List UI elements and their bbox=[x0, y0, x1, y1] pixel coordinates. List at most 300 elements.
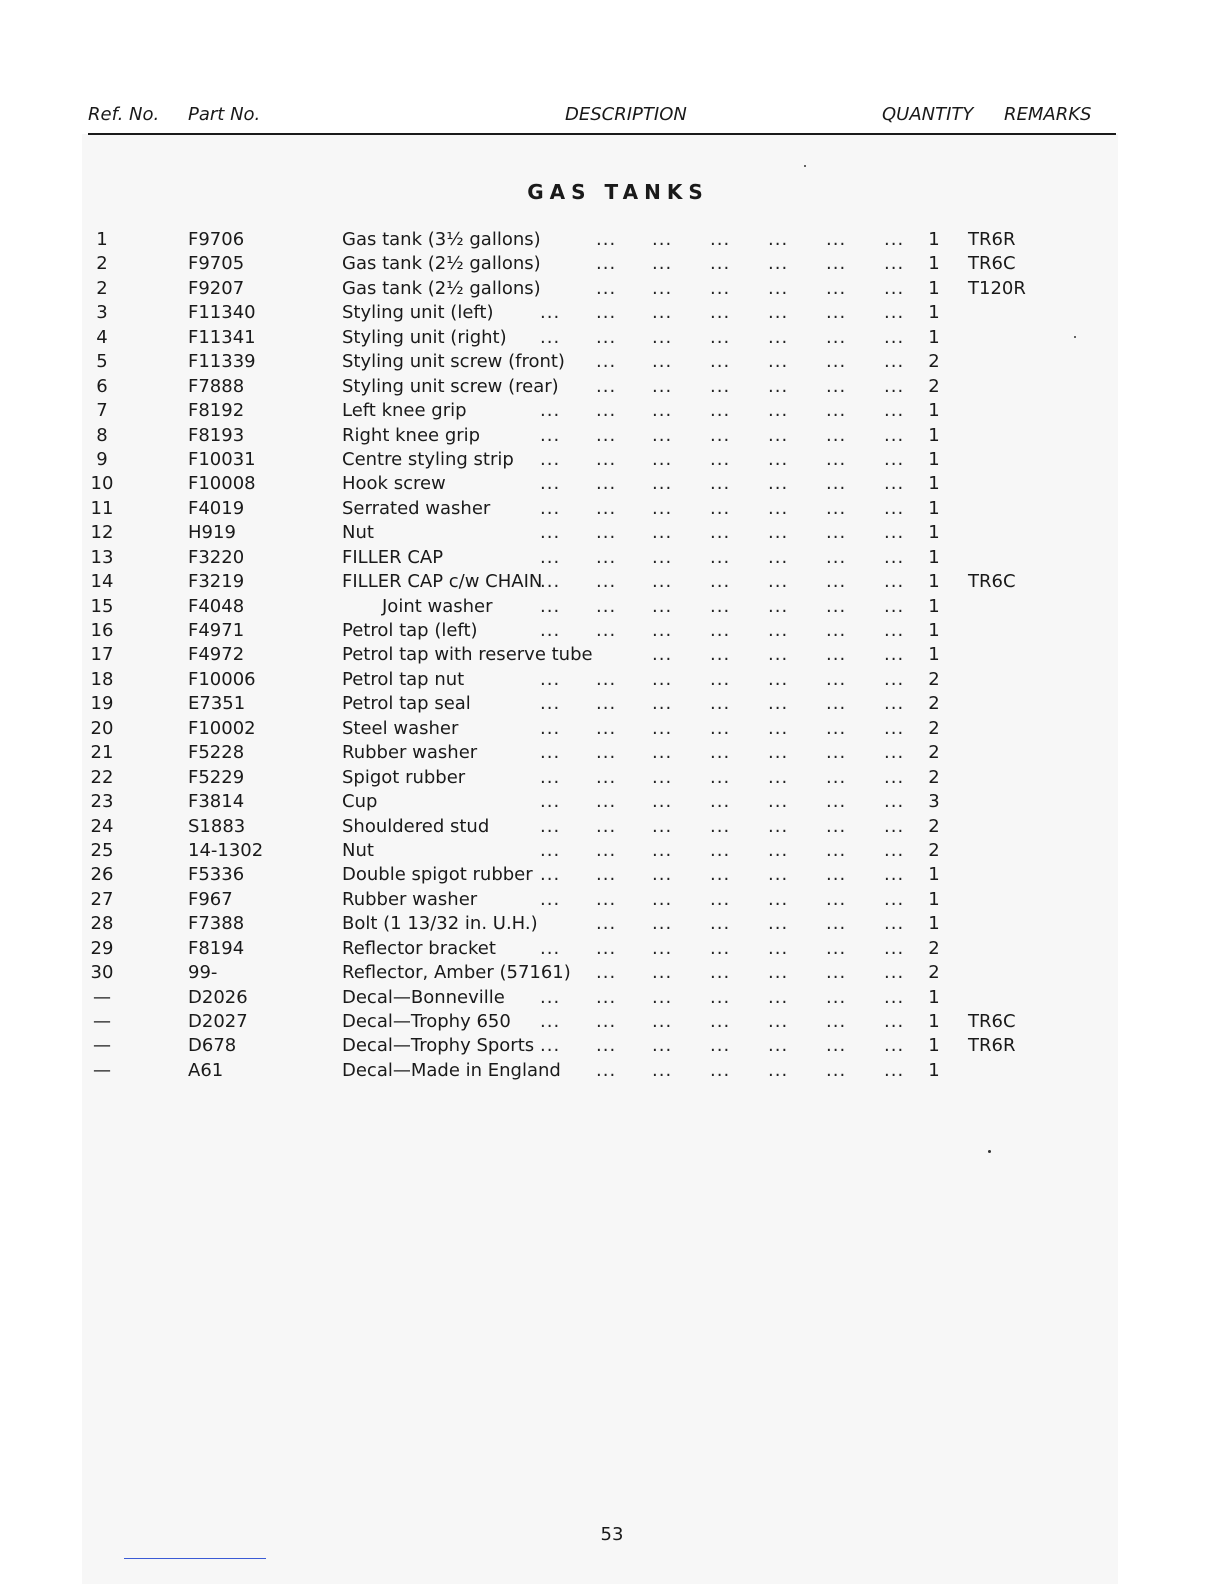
leader-dots: ... bbox=[652, 473, 673, 495]
part-number: F8192 bbox=[188, 400, 245, 422]
quantity: 1 bbox=[928, 448, 940, 470]
leader-dots: ... bbox=[768, 473, 789, 495]
leader-dots: ... bbox=[884, 571, 905, 593]
leader-dots: ... bbox=[540, 326, 561, 348]
leader-dots: ... bbox=[826, 620, 847, 641]
leader-dots: ... bbox=[884, 742, 905, 764]
leader-dots: ... bbox=[768, 375, 789, 397]
description: Right knee grip bbox=[342, 424, 481, 446]
leader-dots: ... bbox=[884, 424, 905, 446]
leader-dots: ... bbox=[596, 571, 617, 593]
leader-dots: ... bbox=[540, 448, 561, 470]
leader-dots: ... bbox=[710, 448, 731, 470]
leader-dots: ... bbox=[768, 620, 789, 641]
leader-dots: ... bbox=[540, 766, 561, 788]
leader-dots: ... bbox=[540, 497, 561, 519]
table-row bbox=[0, 350, 1224, 374]
ref-number: 30 bbox=[90, 962, 114, 984]
description: Gas tank (2½ gallons) bbox=[342, 277, 541, 299]
ref-number: 14 bbox=[90, 571, 114, 593]
leader-dots: ... bbox=[652, 742, 673, 764]
leader-dots: ... bbox=[652, 302, 673, 324]
quantity: 2 bbox=[928, 839, 940, 861]
leader-dots: ... bbox=[540, 400, 561, 422]
table-row bbox=[0, 521, 1224, 545]
header-description: DESCRIPTION bbox=[565, 104, 687, 125]
part-number: F5228 bbox=[188, 742, 245, 764]
leader-dots: ... bbox=[652, 1059, 673, 1081]
part-number: F7388 bbox=[188, 913, 245, 935]
leader-dots: ... bbox=[652, 620, 673, 641]
description: Decal—Trophy 650 bbox=[342, 1011, 511, 1032]
part-number: H919 bbox=[188, 522, 236, 544]
leader-dots: ... bbox=[768, 742, 789, 764]
part-number: F3220 bbox=[188, 546, 245, 568]
description: Reflector bracket bbox=[342, 937, 496, 959]
leader-dots: ... bbox=[768, 253, 789, 275]
ref-number: 23 bbox=[90, 791, 114, 813]
leader-dots: ... bbox=[826, 644, 847, 666]
description: Styling unit screw (rear) bbox=[342, 375, 559, 397]
footer-rule bbox=[124, 1558, 266, 1559]
leader-dots: ... bbox=[884, 815, 905, 837]
description: Petrol tap (left) bbox=[342, 620, 478, 641]
leader-dots: ... bbox=[710, 473, 731, 495]
leader-dots: ... bbox=[540, 668, 561, 690]
leader-dots: ... bbox=[596, 326, 617, 348]
table-row bbox=[0, 301, 1224, 325]
leader-dots: ... bbox=[596, 522, 617, 544]
leader-dots: ... bbox=[596, 986, 617, 1008]
leader-dots: ... bbox=[884, 839, 905, 861]
leader-dots: ... bbox=[826, 497, 847, 519]
leader-dots: ... bbox=[884, 1059, 905, 1081]
leader-dots: ... bbox=[768, 791, 789, 813]
table-row bbox=[0, 497, 1224, 521]
quantity: 2 bbox=[928, 375, 940, 397]
leader-dots: ... bbox=[768, 644, 789, 666]
ref-number: 13 bbox=[90, 546, 114, 568]
part-number: F8194 bbox=[188, 937, 245, 959]
table-row bbox=[0, 986, 1224, 1010]
part-number: F9705 bbox=[188, 253, 245, 275]
table-row bbox=[0, 888, 1224, 912]
description: Reflector, Amber (57161) bbox=[342, 962, 571, 984]
leader-dots: ... bbox=[540, 546, 561, 568]
ref-number: 17 bbox=[90, 644, 114, 666]
leader-dots: ... bbox=[768, 522, 789, 544]
quantity: 2 bbox=[928, 693, 940, 715]
leader-dots: ... bbox=[596, 937, 617, 959]
leader-dots: ... bbox=[710, 717, 731, 739]
description: Steel washer bbox=[342, 717, 459, 739]
leader-dots: ... bbox=[710, 571, 731, 593]
part-number: A61 bbox=[188, 1059, 224, 1081]
leader-dots: ... bbox=[596, 302, 617, 324]
ref-number: 2 bbox=[96, 253, 108, 275]
description: Shouldered stud bbox=[342, 815, 490, 837]
leader-dots: ... bbox=[826, 326, 847, 348]
ref-number: 26 bbox=[90, 864, 114, 886]
leader-dots: ... bbox=[540, 595, 561, 617]
leader-dots: ... bbox=[826, 522, 847, 544]
quantity: 1 bbox=[928, 1011, 940, 1032]
leader-dots: ... bbox=[596, 1011, 617, 1032]
leader-dots: ... bbox=[710, 791, 731, 813]
leader-dots: ... bbox=[596, 766, 617, 788]
leader-dots: ... bbox=[540, 693, 561, 715]
leader-dots: ... bbox=[768, 326, 789, 348]
description: Decal—Made in England bbox=[342, 1059, 561, 1081]
header-ref-no: Ref. No. bbox=[88, 104, 160, 125]
ref-number: 16 bbox=[90, 620, 114, 641]
table-row bbox=[0, 1034, 1224, 1058]
description: Double spigot rubber bbox=[342, 864, 533, 886]
parts-list bbox=[0, 228, 1224, 1083]
leader-dots: ... bbox=[710, 913, 731, 935]
description: Petrol tap nut bbox=[342, 668, 465, 690]
leader-dots: ... bbox=[884, 1035, 905, 1057]
part-number: D678 bbox=[188, 1035, 237, 1057]
quantity: 2 bbox=[928, 742, 940, 764]
leader-dots: ... bbox=[710, 375, 731, 397]
leader-dots: ... bbox=[652, 571, 673, 593]
table-row bbox=[0, 692, 1224, 716]
leader-dots: ... bbox=[826, 424, 847, 446]
leader-dots: ... bbox=[768, 815, 789, 837]
header-part-no: Part No. bbox=[188, 104, 261, 125]
table-row bbox=[0, 668, 1224, 692]
leader-dots: ... bbox=[540, 473, 561, 495]
leader-dots: ... bbox=[596, 620, 617, 641]
leader-dots: ... bbox=[652, 766, 673, 788]
part-number: 14-1302 bbox=[188, 839, 264, 861]
quantity: 1 bbox=[928, 986, 940, 1008]
ref-number: — bbox=[93, 1011, 111, 1032]
remarks: TR6C bbox=[968, 571, 1016, 593]
ref-number: 25 bbox=[90, 839, 114, 861]
leader-dots: ... bbox=[884, 668, 905, 690]
table-row bbox=[0, 912, 1224, 936]
leader-dots: ... bbox=[768, 864, 789, 886]
table-row bbox=[0, 326, 1224, 350]
leader-dots: ... bbox=[710, 497, 731, 519]
leader-dots: ... bbox=[826, 253, 847, 275]
leader-dots: ... bbox=[596, 668, 617, 690]
leader-dots: ... bbox=[884, 522, 905, 544]
leader-dots: ... bbox=[710, 937, 731, 959]
leader-dots: ... bbox=[884, 546, 905, 568]
leader-dots: ... bbox=[884, 253, 905, 275]
quantity: 1 bbox=[928, 277, 940, 299]
leader-dots: ... bbox=[540, 742, 561, 764]
leader-dots: ... bbox=[826, 546, 847, 568]
leader-dots: ... bbox=[540, 937, 561, 959]
table-row bbox=[0, 937, 1224, 961]
leader-dots: ... bbox=[768, 1035, 789, 1057]
leader-dots: ... bbox=[768, 1059, 789, 1081]
leader-dots: ... bbox=[596, 351, 617, 373]
leader-dots: ... bbox=[710, 815, 731, 837]
part-number: F10002 bbox=[188, 717, 256, 739]
table-row bbox=[0, 1010, 1224, 1034]
leader-dots: ... bbox=[884, 595, 905, 617]
part-number: D2027 bbox=[188, 1011, 248, 1032]
description: Left knee grip bbox=[342, 400, 467, 422]
leader-dots: ... bbox=[884, 326, 905, 348]
quantity: 1 bbox=[928, 1035, 940, 1057]
leader-dots: ... bbox=[884, 277, 905, 299]
leader-dots: ... bbox=[652, 448, 673, 470]
description: FILLER CAP c/w CHAIN bbox=[342, 571, 543, 593]
leader-dots: ... bbox=[652, 864, 673, 886]
leader-dots: ... bbox=[540, 620, 561, 641]
leader-dots: ... bbox=[826, 375, 847, 397]
description: Styling unit (right) bbox=[342, 326, 507, 348]
leader-dots: ... bbox=[652, 351, 673, 373]
leader-dots: ... bbox=[596, 742, 617, 764]
leader-dots: ... bbox=[652, 229, 673, 250]
leader-dots: ... bbox=[710, 253, 731, 275]
leader-dots: ... bbox=[884, 497, 905, 519]
leader-dots: ... bbox=[652, 375, 673, 397]
description: Gas tank (2½ gallons) bbox=[342, 253, 541, 275]
table-row bbox=[0, 570, 1224, 594]
leader-dots: ... bbox=[596, 815, 617, 837]
description: Decal—Trophy Sports bbox=[342, 1035, 535, 1057]
leader-dots: ... bbox=[652, 1011, 673, 1032]
table-row bbox=[0, 790, 1224, 814]
leader-dots: ... bbox=[540, 1035, 561, 1057]
leader-dots: ... bbox=[596, 888, 617, 910]
leader-dots: ... bbox=[884, 888, 905, 910]
leader-dots: ... bbox=[710, 620, 731, 641]
leader-dots: ... bbox=[884, 962, 905, 984]
scan-speck bbox=[804, 165, 806, 167]
ref-number: 21 bbox=[90, 742, 114, 764]
leader-dots: ... bbox=[540, 302, 561, 324]
description: Nut bbox=[342, 839, 374, 861]
section-title: GAS TANKS bbox=[527, 180, 709, 204]
leader-dots: ... bbox=[826, 864, 847, 886]
remarks: TR6R bbox=[968, 229, 1016, 250]
quantity: 1 bbox=[928, 302, 940, 324]
leader-dots: ... bbox=[710, 864, 731, 886]
leader-dots: ... bbox=[652, 937, 673, 959]
table-row bbox=[0, 961, 1224, 985]
leader-dots: ... bbox=[826, 400, 847, 422]
quantity: 2 bbox=[928, 668, 940, 690]
leader-dots: ... bbox=[652, 913, 673, 935]
part-number: F11341 bbox=[188, 326, 256, 348]
quantity: 3 bbox=[928, 791, 940, 813]
leader-dots: ... bbox=[710, 546, 731, 568]
table-row bbox=[0, 717, 1224, 741]
part-number: F4048 bbox=[188, 595, 245, 617]
leader-dots: ... bbox=[826, 839, 847, 861]
leader-dots: ... bbox=[884, 400, 905, 422]
leader-dots: ... bbox=[884, 1011, 905, 1032]
remarks: TR6C bbox=[968, 253, 1016, 275]
ref-number: 15 bbox=[90, 595, 114, 617]
leader-dots: ... bbox=[884, 986, 905, 1008]
part-number: F5336 bbox=[188, 864, 245, 886]
leader-dots: ... bbox=[826, 913, 847, 935]
leader-dots: ... bbox=[596, 448, 617, 470]
leader-dots: ... bbox=[652, 962, 673, 984]
leader-dots: ... bbox=[884, 644, 905, 666]
description: Cup bbox=[342, 791, 378, 813]
leader-dots: ... bbox=[596, 791, 617, 813]
leader-dots: ... bbox=[884, 302, 905, 324]
leader-dots: ... bbox=[710, 668, 731, 690]
quantity: 2 bbox=[928, 962, 940, 984]
leader-dots: ... bbox=[596, 375, 617, 397]
quantity: 1 bbox=[928, 644, 940, 666]
part-number: F11340 bbox=[188, 302, 256, 324]
scan-speck bbox=[988, 1150, 991, 1153]
leader-dots: ... bbox=[652, 253, 673, 275]
leader-dots: ... bbox=[768, 888, 789, 910]
leader-dots: ... bbox=[710, 693, 731, 715]
leader-dots: ... bbox=[768, 497, 789, 519]
leader-dots: ... bbox=[768, 448, 789, 470]
leader-dots: ... bbox=[540, 815, 561, 837]
quantity: 1 bbox=[928, 864, 940, 886]
part-number: F7888 bbox=[188, 375, 245, 397]
leader-dots: ... bbox=[826, 717, 847, 739]
leader-dots: ... bbox=[884, 473, 905, 495]
table-row bbox=[0, 546, 1224, 570]
ref-number: — bbox=[93, 1059, 111, 1081]
leader-dots: ... bbox=[884, 791, 905, 813]
leader-dots: ... bbox=[710, 1035, 731, 1057]
ref-number: 8 bbox=[96, 424, 108, 446]
table-row bbox=[0, 741, 1224, 765]
part-number: F4972 bbox=[188, 644, 245, 666]
description: Nut bbox=[342, 522, 374, 544]
table-row bbox=[0, 277, 1224, 301]
leader-dots: ... bbox=[652, 644, 673, 666]
leader-dots: ... bbox=[768, 424, 789, 446]
leader-dots: ... bbox=[826, 448, 847, 470]
leader-dots: ... bbox=[652, 888, 673, 910]
leader-dots: ... bbox=[652, 717, 673, 739]
leader-dots: ... bbox=[826, 229, 847, 250]
leader-dots: ... bbox=[768, 668, 789, 690]
quantity: 1 bbox=[928, 1059, 940, 1081]
table-row bbox=[0, 1059, 1224, 1083]
leader-dots: ... bbox=[596, 277, 617, 299]
leader-dots: ... bbox=[826, 571, 847, 593]
leader-dots: ... bbox=[768, 595, 789, 617]
leader-dots: ... bbox=[596, 864, 617, 886]
leader-dots: ... bbox=[710, 1059, 731, 1081]
quantity: 1 bbox=[928, 253, 940, 275]
leader-dots: ... bbox=[826, 1035, 847, 1057]
leader-dots: ... bbox=[540, 717, 561, 739]
description: Decal—Bonneville bbox=[342, 986, 505, 1008]
quantity: 1 bbox=[928, 571, 940, 593]
quantity: 1 bbox=[928, 620, 940, 641]
ref-number: 18 bbox=[90, 668, 114, 690]
description: Gas tank (3½ gallons) bbox=[342, 229, 541, 250]
leader-dots: ... bbox=[596, 497, 617, 519]
leader-dots: ... bbox=[884, 937, 905, 959]
leader-dots: ... bbox=[596, 473, 617, 495]
remarks: T120R bbox=[968, 277, 1026, 299]
leader-dots: ... bbox=[826, 986, 847, 1008]
leader-dots: ... bbox=[826, 595, 847, 617]
part-number: F3219 bbox=[188, 571, 245, 593]
leader-dots: ... bbox=[710, 1011, 731, 1032]
ref-number: 24 bbox=[90, 815, 114, 837]
leader-dots: ... bbox=[652, 595, 673, 617]
leader-dots: ... bbox=[710, 424, 731, 446]
ref-number: 2 bbox=[96, 277, 108, 299]
table-row bbox=[0, 863, 1224, 887]
leader-dots: ... bbox=[540, 986, 561, 1008]
quantity: 1 bbox=[928, 424, 940, 446]
leader-dots: ... bbox=[652, 546, 673, 568]
quantity: 1 bbox=[928, 913, 940, 935]
description: FILLER CAP bbox=[342, 546, 444, 568]
part-number: F5229 bbox=[188, 766, 245, 788]
leader-dots: ... bbox=[826, 693, 847, 715]
table-row bbox=[0, 424, 1224, 448]
table-row bbox=[0, 375, 1224, 399]
page-number: 53 bbox=[600, 1524, 624, 1545]
leader-dots: ... bbox=[596, 839, 617, 861]
leader-dots: ... bbox=[826, 962, 847, 984]
leader-dots: ... bbox=[884, 864, 905, 886]
ref-number: 5 bbox=[96, 351, 108, 373]
table-row bbox=[0, 399, 1224, 423]
description: Styling unit (left) bbox=[342, 302, 494, 324]
leader-dots: ... bbox=[884, 693, 905, 715]
ref-number: 22 bbox=[90, 766, 114, 788]
leader-dots: ... bbox=[826, 302, 847, 324]
leader-dots: ... bbox=[652, 839, 673, 861]
part-number: F10006 bbox=[188, 668, 256, 690]
leader-dots: ... bbox=[710, 986, 731, 1008]
quantity: 1 bbox=[928, 326, 940, 348]
leader-dots: ... bbox=[710, 326, 731, 348]
leader-dots: ... bbox=[710, 522, 731, 544]
leader-dots: ... bbox=[768, 693, 789, 715]
ref-number: 12 bbox=[90, 522, 114, 544]
leader-dots: ... bbox=[710, 962, 731, 984]
quantity: 2 bbox=[928, 351, 940, 373]
table-row bbox=[0, 766, 1224, 790]
ref-number: 6 bbox=[96, 375, 108, 397]
leader-dots: ... bbox=[710, 644, 731, 666]
leader-dots: ... bbox=[826, 766, 847, 788]
quantity: 1 bbox=[928, 522, 940, 544]
leader-dots: ... bbox=[768, 571, 789, 593]
ref-number: 10 bbox=[90, 473, 114, 495]
quantity: 1 bbox=[928, 546, 940, 568]
leader-dots: ... bbox=[710, 302, 731, 324]
leader-dots: ... bbox=[540, 791, 561, 813]
description: Petrol tap seal bbox=[342, 693, 471, 715]
table-row bbox=[0, 228, 1224, 252]
leader-dots: ... bbox=[826, 668, 847, 690]
description: Spigot rubber bbox=[342, 766, 466, 788]
leader-dots: ... bbox=[710, 742, 731, 764]
description: Styling unit screw (front) bbox=[342, 351, 565, 373]
table-row bbox=[0, 472, 1224, 496]
